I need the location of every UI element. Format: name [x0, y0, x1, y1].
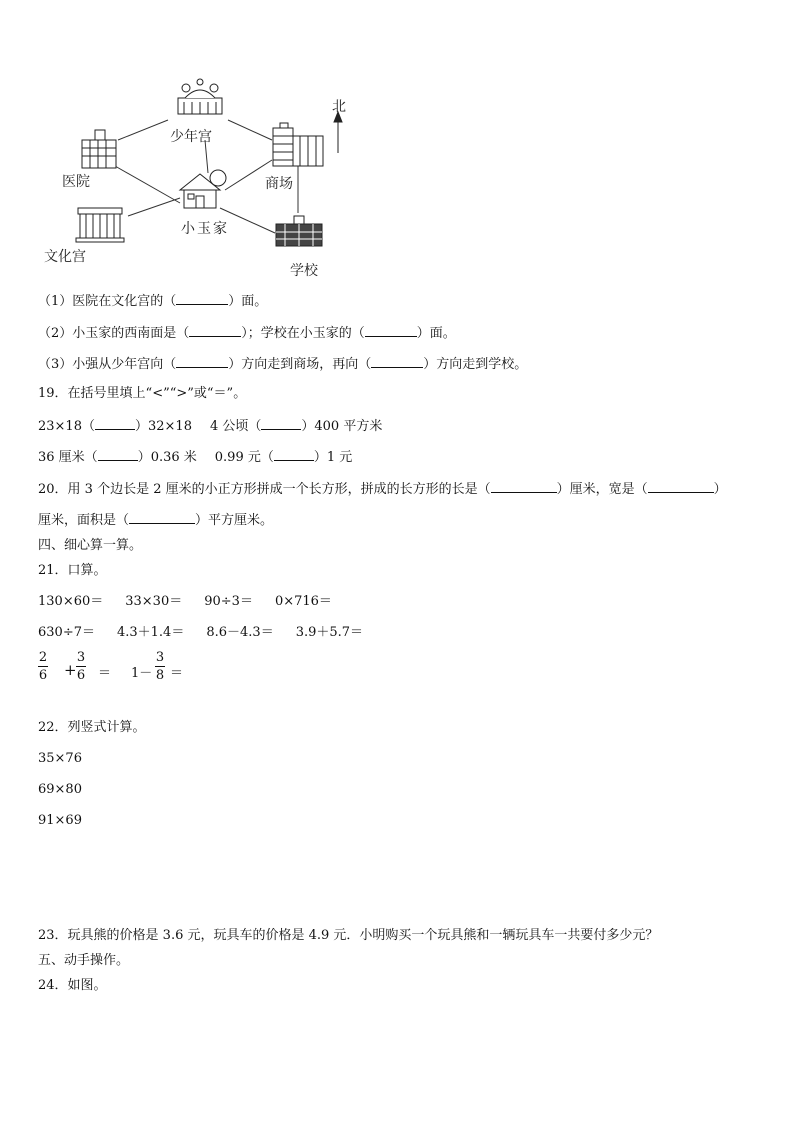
- label-youth-palace: 少年宫: [170, 129, 212, 145]
- fraction-3-8: 3 8: [155, 650, 165, 683]
- q20-line2: 厘米，面积是（ ）平方厘米。: [38, 513, 274, 528]
- answer-blank[interactable]: [176, 292, 228, 305]
- line-hospital-home: [115, 166, 180, 203]
- q18-sub1: （1）医院在文化宫的（ ）面。: [38, 294, 268, 309]
- q20-line1: 20．用 3 个边长是 2 厘米的小正方形拼成一个长方形，拼成的长方形的长是（ ）厘米，宽是（ ）: [38, 482, 727, 497]
- equals-sign: ＝: [170, 666, 184, 681]
- line-home-culture: [128, 198, 180, 216]
- q23-text: 23．玩具熊的价格是 3.6 元，玩具车的价格是 4.9 元．小明购买一个玩具熊和一辆玩具车一共要付多少元？: [38, 928, 659, 943]
- north-arrow-icon: [334, 112, 342, 153]
- answer-blank[interactable]: [98, 448, 138, 461]
- equals-sign: ＝: [98, 666, 112, 681]
- section-5-heading: 五、动手操作。: [38, 953, 130, 968]
- q19-row2: 36 厘米（ ）0.36 米 0.99 元（ ）1 元: [38, 450, 353, 465]
- q21-title: 21．口算。: [38, 563, 107, 578]
- label-culture-palace: 文化宫: [44, 249, 86, 265]
- line-hospital-youth: [118, 120, 168, 140]
- plus-sign: +: [64, 661, 77, 679]
- answer-blank[interactable]: [95, 417, 135, 430]
- answer-blank[interactable]: [129, 511, 195, 524]
- home-icon: [180, 170, 226, 208]
- q21-row2: 630÷7＝ 4.3＋1.4＝ 8.6－4.3＝ 3.9＋5.7＝: [38, 625, 364, 640]
- q21-row1: 130×60＝ 33×30＝ 90÷3＝ 0×716＝: [38, 594, 332, 609]
- mall-icon: [273, 123, 323, 166]
- label-mall: 商场: [265, 176, 293, 192]
- fraction-2-6: 2 6: [38, 650, 48, 683]
- section-4-heading: 四、细心算一算。: [38, 538, 143, 553]
- youth-palace-icon: [178, 79, 222, 114]
- fraction-3-6: 3 6: [76, 650, 86, 683]
- hospital-icon: [82, 130, 116, 168]
- answer-blank[interactable]: [261, 417, 301, 430]
- answer-blank[interactable]: [176, 355, 228, 368]
- q18-sub2: （2）小玉家的西南面是（ ）；学校在小玉家的（ ）面。: [38, 326, 456, 341]
- answer-blank[interactable]: [365, 324, 417, 337]
- answer-blank[interactable]: [371, 355, 423, 368]
- culture-palace-icon: [76, 208, 124, 242]
- label-home: 小玉家: [181, 221, 229, 237]
- q24-text: 24．如图。: [38, 978, 107, 993]
- q19-title: 19．在括号里填上“<”“>”或“＝”。: [38, 386, 247, 401]
- school-icon: [276, 216, 322, 246]
- line-youth-mall: [228, 120, 272, 140]
- label-hospital: 医院: [62, 174, 90, 190]
- q19-row1: 23×18（ ）32×18 4 公顷（ ）400 平方米: [38, 419, 383, 434]
- answer-blank[interactable]: [189, 324, 241, 337]
- label-school: 学校: [290, 263, 318, 279]
- answer-blank[interactable]: [274, 448, 314, 461]
- answer-blank[interactable]: [648, 480, 714, 493]
- answer-blank[interactable]: [491, 480, 557, 493]
- q22-title: 22．列竖式计算。: [38, 720, 146, 735]
- one-minus: 1－: [131, 666, 153, 681]
- label-north: 北: [332, 99, 346, 115]
- q22-item: 35×76: [38, 751, 82, 766]
- q22-item: 69×80: [38, 782, 82, 797]
- q18-sub3: （3）小强从少年宫向（ ）方向走到商场，再向（ ）方向走到学校。: [38, 357, 528, 372]
- direction-map: [40, 78, 380, 278]
- q22-item: 91×69: [38, 813, 82, 828]
